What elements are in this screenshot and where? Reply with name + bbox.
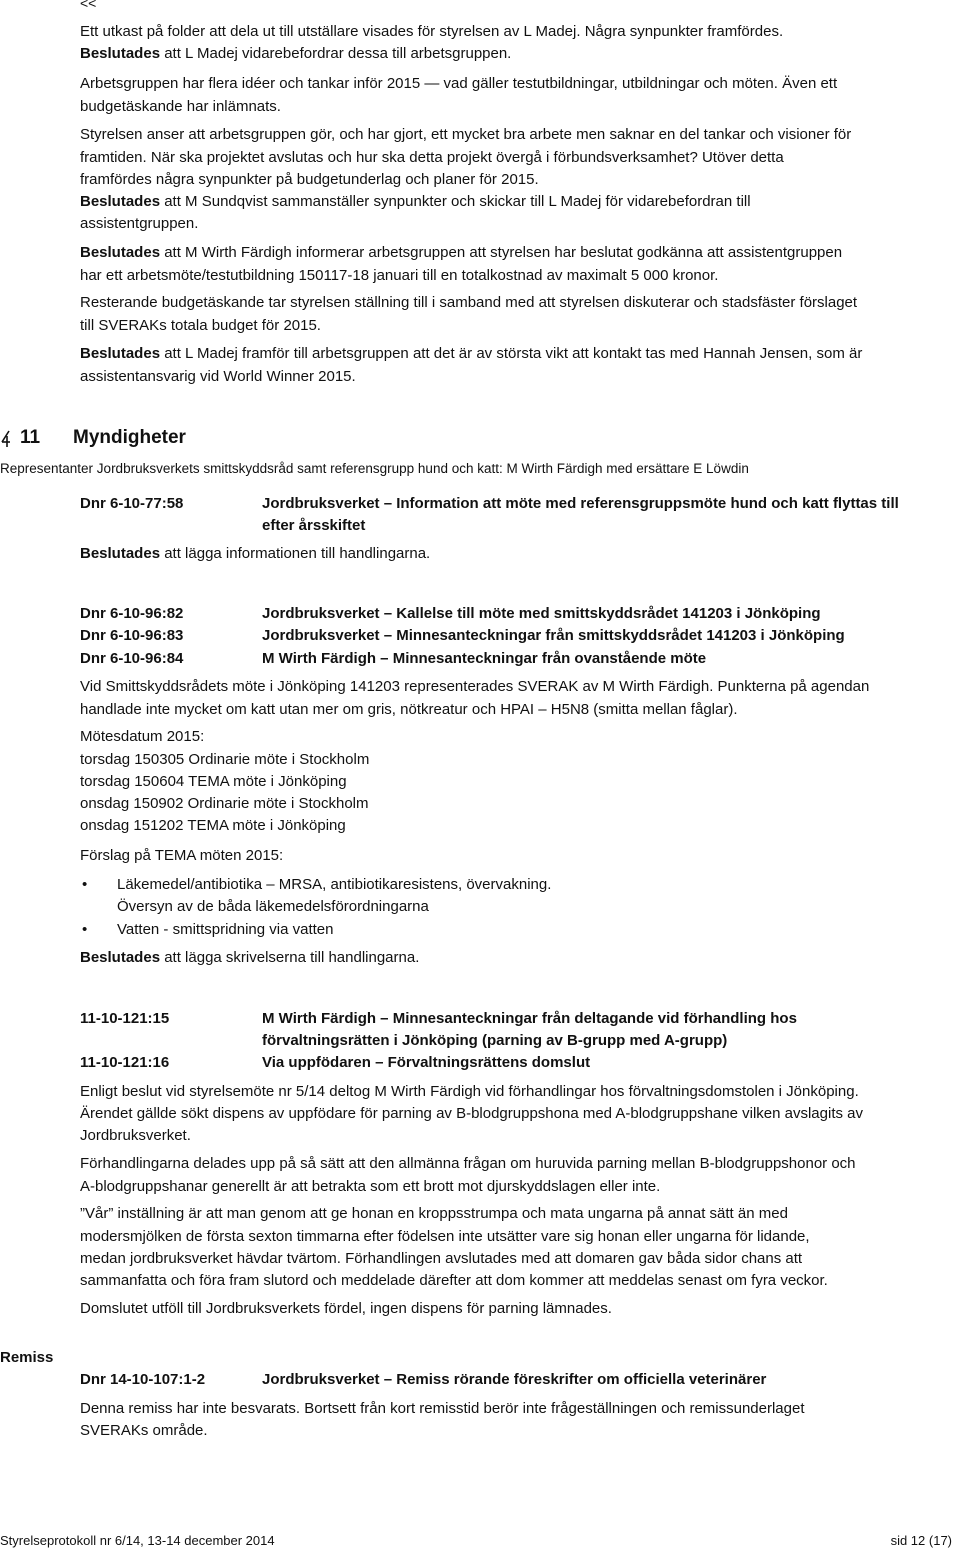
decision-text: att M Wirth Färdigh informerar arbetsgruppen att styrelsen har beslutat godkänna att assistentgruppen: [160, 244, 843, 261]
item-dnr: 11-10-121:15: [80, 1010, 170, 1027]
paragraph-line: Resterande budgetäskande tar styrelsen ställning till i samband med att styrelsen diskuterar och stadsfäster förslaget: [80, 294, 858, 311]
paragraph-line: sammanfatta och föra fram slutord och meddelade därefter att dom kommer att meddelas senast om fyra veckor.: [80, 1272, 828, 1289]
paragraph-line: Vid Smittskyddsrådets möte i Jönköping 141203 representerades SVERAK av M Wirth Färdigh. Punkterna på agendan: [80, 678, 870, 695]
item-title: Jordbruksverket – Minnesanteckningar från smittskyddsrådet 141203 i Jönköping: [262, 627, 845, 644]
item-title: förvaltningsrätten i Jönköping (parning av B-grupp med A-grupp): [262, 1032, 728, 1049]
bullet-text: Översyn av de båda läkemedelsförordningarna: [117, 898, 429, 915]
paragraph-line: assistentgruppen.: [80, 215, 199, 232]
paragraph-line: framfördes några synpunkter på budgetunderlag och planer för 2015.: [80, 171, 539, 188]
paragraph-line: har ett arbetsmöte/testutbildning 150117-18 januari till en totalkostnad av maximalt 5 000 kronor.: [80, 267, 719, 284]
section-representatives: Representanter Jordbruksverkets smittskyddsråd samt referensgrupp hund och katt: M Wirth Färdigh med ersättare E Löwdin: [0, 461, 749, 476]
decision-label: Beslutades: [80, 244, 161, 261]
item-title: Via uppfödaren – Förvaltningsrättens domslut: [262, 1054, 591, 1071]
section-number: 11: [20, 427, 41, 448]
item-dnr: Dnr 6-10-77:58: [80, 495, 184, 512]
paragraph-line: Styrelsen anser att arbetsgruppen gör, och har gjort, ett mycket bra arbete men saknar en del tankar och visioner för: [80, 126, 852, 143]
footer-left: Styrelseprotokoll nr 6/14, 13-14 december 2014: [0, 1533, 275, 1548]
paragraph-line: Domslutet utföll till Jordbruksverkets fördel, ingen dispens för parning lämnades.: [80, 1300, 612, 1317]
section-title: Myndigheter: [73, 427, 186, 448]
item-decision: [80, 947, 952, 970]
decision-text: att lägga skrivelserna till handlingarna.: [160, 949, 420, 966]
remiss-side-label: Remiss: [0, 1349, 54, 1366]
paragraph-line: till SVERAKs totala budget för 2015.: [80, 317, 321, 334]
item-title: M Wirth Färdigh – Minnesanteckningar från ovanstående möte: [262, 650, 707, 667]
paragraph-line: Enligt beslut vid styrelsemöte nr 5/14 deltog M Wirth Färdigh vid förhandlingar hos förvaltningsdomstolen i Jönköping.: [80, 1083, 859, 1100]
item-dnr: Dnr 14-10-107:1-2: [80, 1371, 206, 1388]
bullet-icon: •: [82, 921, 88, 938]
decision-paragraph: [80, 242, 952, 265]
decision-text: att M Sundqvist sammanställer synpunkter och skickar till L Madej för vidarebefordran till: [160, 193, 751, 210]
dates-heading: Mötesdatum 2015:: [80, 728, 205, 745]
decision-label: Beslutades: [80, 545, 161, 562]
paragraph-line: ”Vår” inställning är att man genom att ge honan en kroppsstrumpa och mata ungarna på annat sätt än med: [80, 1205, 788, 1222]
intro-line: Ett utkast på folder att dela ut till utställare visades för styrelsen av L Madej. Några synpunkter framfördes.: [80, 23, 784, 40]
item-dnr: Dnr 6-10-96:83: [80, 627, 184, 644]
decision-label: Beslutades: [80, 45, 161, 62]
bullet-icon: •: [82, 876, 88, 893]
paragraph-line: framtiden. När ska projektet avslutas och hur ska detta projekt övergå i förbundsverksamhet? Utöver detta: [80, 149, 784, 166]
paragraph-line: modersmjölken de första sexton timmarna efter födelsen inte utsätter vare sig honan eller ungarna för lidande,: [80, 1228, 810, 1245]
footer-page-number: sid 12 (17): [890, 1533, 952, 1548]
item-title: Jordbruksverket – Kallelse till möte med smittskyddsrådet 141203 i Jönköping: [262, 605, 821, 622]
bullet-text: Vatten - smittspridning via vatten: [117, 921, 334, 938]
meeting-date: onsdag 150902 Ordinarie möte i Stockholm: [80, 795, 369, 812]
item-title: Jordbruksverket – Information att möte med referensgruppsmöte hund och katt flyttas till: [262, 495, 899, 512]
paragraph-line: Ärendet gällde sökt dispens av uppfödare för parning av B-blodgruppshona med A-blodgruppshane vilken avslagits av: [80, 1105, 864, 1122]
decision-label: Beslutades: [80, 193, 161, 210]
decision-text: att lägga informationen till handlingarna.: [160, 545, 431, 562]
meeting-date: torsdag 150604 TEMA möte i Jönköping: [80, 773, 347, 790]
paragraph-line: assistentansvarig vid World Winner 2015.: [80, 368, 356, 385]
paragraph-line: Förhandlingarna delades upp på så sätt att den allmänna frågan om huruvida parning mellan B-blodgruppshonor och: [80, 1155, 856, 1172]
decision-label: Beslutades: [80, 345, 161, 362]
section-marker-icon: [0, 425, 12, 451]
decision-text: att L Madej vidarebefordrar dessa till arbetsgruppen.: [160, 45, 512, 62]
decision-label: Beslutades: [80, 949, 161, 966]
intro-line: Arbetsgruppen har flera idéer och tankar inför 2015 — vad gäller testutbildningar, utbildningar och möten. Även ett: [80, 75, 838, 92]
paragraph-line: Jordbruksverket.: [80, 1127, 191, 1144]
paragraph-line: Denna remiss har inte besvarats. Bortsett från kort remisstid berör inte frågeställningen och remissunderlaget: [80, 1400, 805, 1417]
item-decision: [80, 543, 952, 566]
intro-line: budgetäskande har inlämnats.: [80, 98, 281, 115]
decision-paragraph: [80, 191, 952, 214]
paragraph-line: SVERAKs område.: [80, 1422, 208, 1439]
meeting-date: torsdag 150305 Ordinarie möte i Stockholm: [80, 751, 370, 768]
paragraph-line: A-blodgruppshanar generellt är att betrakta som ett brott mot djurskyddslagen eller inte.: [80, 1178, 661, 1195]
decision-paragraph: [80, 343, 952, 366]
proposal-heading: Förslag på TEMA möten 2015:: [80, 847, 284, 864]
item-dnr: Dnr 6-10-96:84: [80, 650, 184, 667]
item-dnr: Dnr 6-10-96:82: [80, 605, 184, 622]
meeting-date: onsdag 151202 TEMA möte i Jönköping: [80, 817, 346, 834]
page-top-marker: <<: [80, 0, 97, 11]
decision-text: att L Madej framför till arbetsgruppen att det är av största vikt att kontakt tas med Hannah Jensen, som är: [160, 345, 863, 362]
item-dnr: 11-10-121:16: [80, 1054, 170, 1071]
item-title: Jordbruksverket – Remiss rörande föreskrifter om officiella veterinärer: [262, 1371, 767, 1388]
paragraph-line: medan jordbruksverket hävdar tvärtom. Förhandlingen avslutades med att domaren gav båda sidor chans att: [80, 1250, 803, 1267]
item-title: M Wirth Färdigh – Minnesanteckningar från deltagande vid förhandling hos: [262, 1010, 797, 1027]
paragraph-line: handlade inte mycket om katt utan mer om gris, nötkreatur och HPAI – H5N8 (smitta mellan fåglar).: [80, 701, 738, 718]
bullet-text: Läkemedel/antibiotika – MRSA, antibiotikaresistens, övervakning.: [117, 876, 552, 893]
intro-decision: [80, 43, 952, 66]
item-title: efter årsskiftet: [262, 517, 366, 534]
